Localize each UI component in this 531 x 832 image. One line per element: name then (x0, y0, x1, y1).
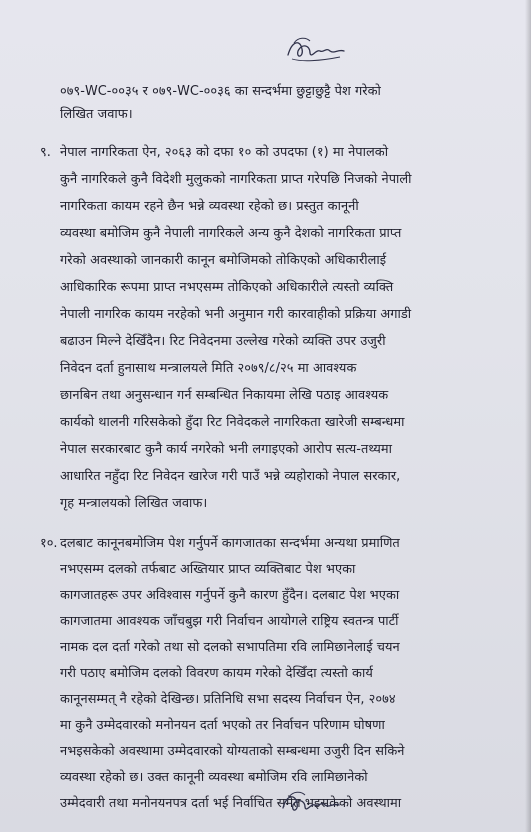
paragraph-line: कार्यको थालनी गरिसकेको हुँदा रिट निवेदकले नागरिकता खारेजी सम्बन्धमा (60, 415, 405, 430)
paragraph-line: आधिकारिक रूपमा प्राप्त नभएसम्म तोकिएको अधिकारीले त्यस्तो व्यक्ति (60, 280, 394, 295)
paragraph-line: व्यवस्था रहेको छ। उक्त कानूनी व्यवस्था बमोजिम रवि लामिछानेको (60, 770, 368, 785)
paragraph-number: ९. (40, 145, 51, 160)
paragraph-line: मा कुनै उम्मेदवारको मनोनयन दर्ता भएको तर निर्वाचन परिणाम घोषणा (60, 718, 385, 733)
paragraph-line: नामक दल दर्ता गरेको तथा सो दलको सभापतिमा रवि लामिछानेलाई चयन (60, 640, 400, 655)
paragraph-line: कुनै नागरिकले कुनै विदेशी मुलुकको नागरिकता प्राप्त गरेपछि निजको नेपाली (60, 172, 412, 187)
paragraph-line: निवेदन दर्ता हुनासाथ मन्त्रालयले मिति २०७९/८/२५ मा आवश्यक (60, 361, 357, 376)
paragraph-line: छानबिन तथा अनुसन्धान गर्न सम्बन्धित निकायमा लेखि पठाइ आवश्यक (60, 388, 389, 403)
paragraph-line: व्यवस्था बमोजिम कुनै नेपाली नागरिकले अन्य कुनै देशको नागरिकता प्राप्त (60, 226, 402, 241)
paragraph-line: कागजातहरू उपर अविश्वास गर्नुपर्ने कुनै कारण हुँदैन। दलबाट पेश भएका (60, 588, 400, 603)
paragraph-line: आधारित नहुँदा रिट निवेदन खारेज गरी पाउँ भन्ने व्यहोराको नेपाल सरकार, (60, 469, 401, 484)
paragraph-line: नागरिकता कायम रहने छैन भन्ने व्यवस्था रहेको छ। प्रस्तुत कानूनी (60, 199, 359, 214)
paragraph-number: १०. (40, 536, 58, 551)
handwritten-signature-bottom (275, 790, 345, 820)
paragraph-line: नभएसम्म दलको तर्फबाट अख्तियार प्राप्त व्यक्तिबाट पेश भएका (60, 562, 356, 577)
paragraph-line: नेपाल सरकारबाट कुनै कार्य नगरेको भनी लगाइएको आरोप सत्य-तथ्यमा (60, 442, 392, 457)
paragraph-line: दलबाट कानूनबमोजिम पेश गर्नुपर्ने कागजातका सन्दर्भमा अन्यथा प्रमाणित (60, 536, 400, 551)
intro-line: लिखित जवाफ। (60, 107, 133, 122)
paragraph-line: कागजातमा आवश्यक जाँचबुझ गरी निर्वाचन आयोगले राष्ट्रिय स्वतन्त्र पार्टी (60, 614, 399, 629)
paragraph-line: गरी पठाए बमोजिम दलको विवरण कायम गरेको देखिँदा त्यस्तो कार्य (60, 666, 373, 681)
paragraph-line: नेपाली नागरिक कायम नरहेको भनी अनुमान गरी कारवाहीको प्रक्रिया अगाडी (60, 307, 412, 322)
paragraph-line: बढाउन मिल्ने देखिँदैन। रिट निवेदनमा उल्लेख गरेको व्यक्ति उपर उजुरी (60, 334, 386, 349)
paragraph-line: उम्मेदवारी तथा मनोनयनपत्र दर्ता भई निर्वाचित समेत भइसकेको अवस्थामा (60, 796, 402, 811)
paragraph-line: गरेको अवस्थाको जानकारी कानून बमोजिमको तोकिएको अधिकारीलाई (60, 253, 387, 268)
intro-line: ०७९-WC-००३५ र ०७९-WC-००३६ का सन्दर्भमा छुट्टाछुट्टै पेश गरेको (60, 84, 381, 99)
paragraph-line: नेपाल नागरिकता ऐन, २०६३ को दफा १० को उपदफा (१) मा नेपालको (60, 145, 389, 160)
paragraph-line: गृह मन्त्रालयको लिखित जवाफ। (60, 496, 208, 511)
paragraph-line: नभइसकेको अवस्थामा उम्मेदवारको योग्यताको सम्बन्धमा उजुरी दिन सकिने (60, 744, 405, 759)
paragraph-line: कानूनसम्मत् नै रहेको देखिन्छ। प्रतिनिधि सभा सदस्य निर्वाचन ऐन, २०७४ (60, 692, 396, 707)
